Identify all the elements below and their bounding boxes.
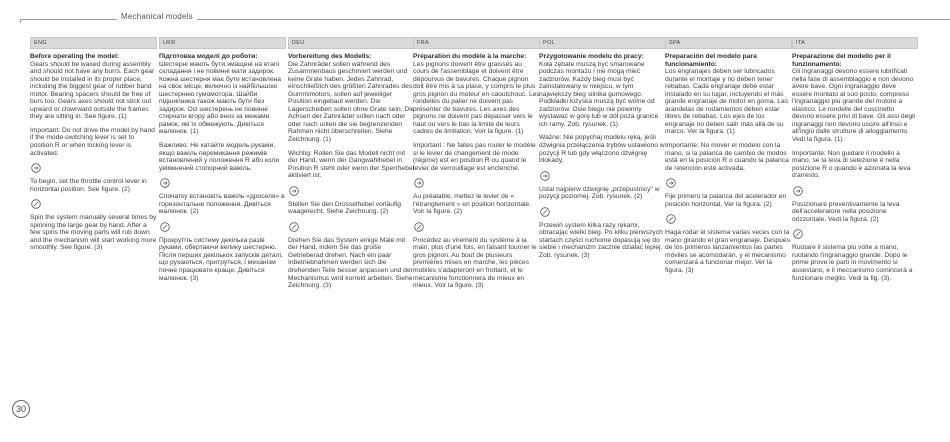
header-rule-tick bbox=[20, 19, 21, 23]
body-text: Gears should be waxed during assembly and should not have any burrs. Each gear should be installed in its proper place, including the biggest gear of rubber band motor. Bearing spacers should be free of burs too. Gears axes should not stick out upward or clowrward outside the frames they are sitting in. See figure. (1) bbox=[30, 60, 155, 121]
language-tab: ITA bbox=[792, 37, 918, 49]
lever-icon bbox=[289, 222, 299, 232]
throttle-text: Stellen Sie den Drosselhebel vorläufig waagerecht. Siehe Zeichnung. (2) bbox=[288, 200, 402, 216]
hand-roll-icon bbox=[160, 178, 170, 188]
spin-text: Прокрутіть систему декілька разів руками, обертаючи велику шестерню. Після перших декількох запусків деталі, що рухаються, притруться, і механізм почне працювати краще. Дивіться малюнок. (3) bbox=[159, 236, 283, 282]
important-text: Ważne: Nie popychaj modelu ręką, jeśli dźwignia przełączenia trybów ustawiono w pozycji R lub gdy włączono dźwignię blokady. bbox=[539, 134, 665, 165]
body-text: Les pignons doivent être graissés au cours de l'assemblage et doivent être dépourvus de bavures. Chaque pignon doit être mis à sa place, y compris le plus gros pignon du moteur en caoutchouc. Les rondelles du palier ne doivent pas présenter de bavures. Les axes des pignons ne doivent pas dépasser vers le haut ou vers le bas la limite de leurs cadres de limitation. Voir la figure. (1) bbox=[413, 60, 540, 136]
spin-text: Procédez au virement du système à la main, plus d'une fois, en faisant tourner le gros pignon. Au bout de plusieurs premières mises en marche, les pièces mobiles s'adapteront en frottant, et le mécanisme fonctionnera de mieux en mieux. Voir la figure. (3) bbox=[413, 236, 537, 290]
column-eng bbox=[30, 37, 157, 258]
language-tab: POL bbox=[539, 37, 666, 49]
spin-text: Ruotare il sistema più volte a mano, ruotando l'ingranaggio grande. Dopo le prime prove le parti in movimento si assestano, e il meccanismo comincerà a funzionare meglio. Vedi la fig. (3). bbox=[792, 244, 913, 282]
lever-icon bbox=[414, 222, 424, 232]
hand-roll-icon bbox=[793, 186, 803, 196]
language-tab: SPA bbox=[665, 37, 792, 49]
hand-roll-icon bbox=[414, 178, 424, 188]
heading: Підготовка моделі до роботи: bbox=[159, 53, 258, 60]
column-spa bbox=[665, 37, 792, 281]
heading: Vorbereitung des Modells: bbox=[288, 53, 372, 60]
throttle-text: Fije primero la palanca del acelerador en posición horizontal. Ver la figura. (2) bbox=[665, 193, 787, 208]
lever-icon bbox=[31, 199, 41, 209]
throttle-text: To begin, set the throttle control lever in horizontal position. See figure. (2) bbox=[30, 178, 147, 193]
column-ita bbox=[792, 37, 918, 288]
lever-icon bbox=[540, 207, 550, 217]
body-text: Шестерні мають бути змащені на етапі складання і не повинні мати задирок. Кожна шестерня має бути встановлена на своє місце, включно із найбільшою шестернею гумомотора. Шайби підшипника також мають бути без задирок. Осі шестерень не повинні стирчати вгору або вниз за межами рамок, які їх обмежують. Дивіться малюнок. (1) bbox=[159, 60, 281, 136]
hand-roll-icon bbox=[31, 163, 41, 173]
spin-text: Haga rodar el sistema varias veces con la mano girando el gran engranaje. Después de los primeros lanzamientos las partes móviles se acomodarán, y el mecanismo comenzará a funcionar mejor. Ver la figura. (3) bbox=[665, 229, 790, 275]
important-text: Wichtig: Rollen Sie das Modell nicht mit der Hand, wenn der Gangwahlhebel in Position R steht oder wenn der Sperrhebel aktiviert ist. bbox=[288, 149, 415, 180]
lever-icon bbox=[666, 214, 676, 224]
body-text: Koła zębate muszą być smarowane podczas montażu i nie mogą mieć zadziorów. Każdy bieg musi być zainstalowany w miejscu, w tym największy bieg silnika gumowego. Podkładki łożyska muszą być wolne od zadziorów. Osie biegu nie powinny wystawać w górę lub w dół poza granice ich ramy. Zob. rysunek. (1) bbox=[539, 60, 659, 128]
throttle-text: Posizionare preventivamente la leva dell'acceleratore nella posizione orizzontale. Vedi la figura. (2) bbox=[792, 200, 900, 223]
body-text: Gli ingranaggi devono essere lubrificati nella fase di assemblaggio e non devono avere bave. Ogni ingranaggio deve essere montato al suo posto, compreso l'ingranaggio più grande del motore a elastico. Le rondelle del cuscinetto devono essere privi di bave. Gli assi degli ingranaggi non devono uscire all'insù e all'ingiù dalle strutture di alloggiamento. Vedi la figura. (1) bbox=[792, 68, 916, 144]
hand-roll-icon bbox=[666, 178, 676, 188]
important-text: Important: Do not drive the model by hand if the mode-switching lever is set to position R or when locking lever is activated. bbox=[30, 126, 155, 157]
lever-icon bbox=[160, 222, 170, 232]
language-tab: ENG bbox=[30, 37, 157, 49]
heading: Przygotowanie modelu do pracy: bbox=[539, 53, 644, 60]
throttle-text: Au préalable, mettez le levier de « l'étranglement » en position horizontale. Voir la figure. (2) bbox=[413, 193, 532, 216]
lever-icon bbox=[793, 229, 803, 239]
heading: Preparazione del modello per il funzionamento: bbox=[792, 53, 891, 68]
column-deu bbox=[288, 37, 415, 296]
heading: Préparation du modèle à la marche: bbox=[413, 53, 527, 60]
language-tab: UKR bbox=[159, 37, 286, 49]
heading: Before operating the model: bbox=[30, 53, 120, 60]
throttle-text: Спочатку встановіть важіль «дроселя» в горизонтальне положення. Дивіться малюнок. (2) bbox=[159, 193, 285, 216]
important-text: Importante: Non guidare il modello a mano, se la leva di selezione è nella posizione R o quando è azionata la leva d'arresto. bbox=[792, 149, 911, 180]
column-pol bbox=[539, 37, 666, 265]
page-number: 30 bbox=[12, 400, 30, 418]
language-tab: DEU bbox=[288, 37, 415, 49]
body-text: Die Zahnräder sollen während des Zusammenbaus geschmiert werden und keine Grate haben. Jedes Zahnrad, einschließlich des größten Zahnrades des Gummimotors, sollen auf jeweiliger Position eingebaut werden. Die Lagerscheiben sollen ohne Grate sein. Die Achsen der Zahnräder sollen nach oder oder nach unten die sie begrenzenden Rahmen nicht überschreiten. Siehe Zeichnung. (1) bbox=[288, 60, 415, 144]
column-fra bbox=[413, 37, 540, 296]
throttle-text: Ustal najpierw dźwignię „przepustnicy" w pozycji poziomej. Zob. rysunek. (2) bbox=[539, 185, 660, 201]
important-text: Important : Ne faites pas rouler le modèle si le levier de changement de mode (régime) est en position R ou quand le levier de verrouillage est enclenché. bbox=[413, 142, 536, 172]
important-text: Важливо: Не катайте модель руками, якщо важіль перемикання режимів встановлений у положення R або коли увімкнений стопорний важіль. bbox=[159, 142, 280, 172]
spin-text: Przewiń system kilka razy rękami, obracając wielki bieg. Po kilku pierwszych startach części ruchome dopasują się do siebie i mechanizm zacznie działać lepiej. Zob. rysunek. (3) bbox=[539, 221, 663, 259]
spin-text: Spin the system manually several times by spinning the large gear by hand. After a few spins the moving parts will rub down and the mechanism will start working more smoothly. See figure. (3) bbox=[30, 214, 157, 252]
body-text: Los engranajes deben ser lubricados durante el montaje y no deben tener rebabas. Cada engranaje debe estar instalado en su lugar, incluyendo el más grande engranaje de motor en goma. Las arandelas de rodamientos deben estar libres de rebabas. Los ejes de los engranaje no deben salir más allá de su marco. Ver la figura. (1) bbox=[665, 68, 789, 136]
column-ukr bbox=[159, 37, 286, 288]
hand-roll-icon bbox=[540, 171, 550, 181]
spin-text: Drehen Sie das System einige Male mit der Hand, indem Sie das große Getrieberad drehen. Nach ein paar Inbetriebnahmen werden sich die drehenden Teile besser anpassen und der Mechanismus wird korrekt arbeiten. Siehe Zeichnung. (3) bbox=[288, 236, 413, 290]
hand-roll-icon bbox=[289, 186, 299, 196]
section-title: Mechanical models bbox=[117, 12, 197, 21]
important-text: Importante: No mover el modelo con la mano, si la palanca de cambio de modos está en la posición R o cuando la palanca de retención esté activada. bbox=[665, 142, 789, 172]
language-tab: FRA bbox=[413, 37, 540, 49]
heading: Preparación del modelo para funcionamiento: bbox=[665, 53, 757, 68]
